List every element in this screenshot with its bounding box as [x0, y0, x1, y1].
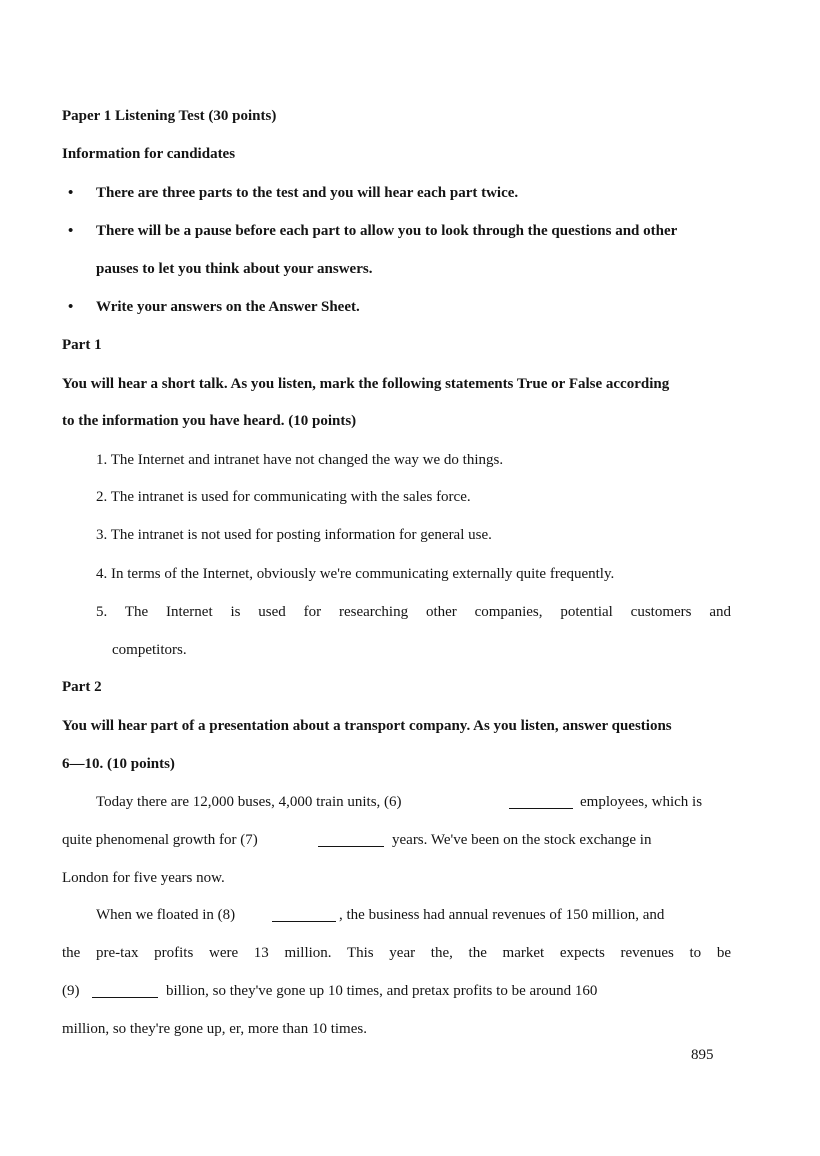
statement-4: 4. In terms of the Internet, obviously we're communicating externally quite frequently.: [96, 566, 615, 582]
bullet-item-3: Write your answers on the Answer Sheet.: [96, 299, 360, 315]
answer-blank-9: [92, 985, 158, 998]
part2-instruction-2: 6—10. (10 points): [62, 756, 175, 772]
page-number: 895: [691, 1047, 714, 1063]
passage-text: Today there are 12,000 buses, 4,000 train units, (6): [96, 794, 402, 810]
part1-instruction-2: to the information you have heard. (10 points): [62, 413, 357, 429]
passage-text: years. We've been on the stock exchange in: [392, 832, 652, 848]
part2-heading: Part 2: [62, 679, 102, 695]
part1-instruction-1: You will hear a short talk. As you listen, mark the following statements True or False according: [62, 376, 670, 392]
statement-5-cont: competitors.: [112, 642, 187, 658]
info-heading: Information for candidates: [62, 146, 236, 162]
passage-text: London for five years now.: [62, 870, 225, 886]
passage-text: (9): [62, 983, 80, 999]
statement-5: 5. The Internet is used for researching other companies, potential customers and: [96, 604, 731, 620]
statement-3: 3. The intranet is not used for posting information for general use.: [96, 527, 492, 543]
passage-text: million, so they're gone up, er, more than 10 times.: [62, 1021, 367, 1037]
passage-text: employees, which is: [580, 794, 703, 810]
answer-blank-8: [272, 909, 336, 922]
bullet-item-1: There are three parts to the test and you will hear each part twice.: [96, 185, 519, 201]
statement-2: 2. The intranet is used for communicating with the sales force.: [96, 489, 471, 505]
bullet-icon: •: [68, 299, 74, 315]
passage-text: billion, so they've gone up 10 times, and pretax profits to be around 160: [166, 983, 598, 999]
page-title: Paper 1 Listening Test (30 points): [62, 108, 277, 124]
part2-instruction-1: You will hear part of a presentation about a transport company. As you listen, answer questions: [62, 718, 672, 734]
bullet-item-2-cont: pauses to let you think about your answers.: [96, 261, 373, 277]
passage-text: , the business had annual revenues of 150 million, and: [339, 907, 665, 923]
answer-blank-6: [509, 796, 573, 809]
statement-1: 1. The Internet and intranet have not changed the way we do things.: [96, 452, 504, 468]
bullet-icon: •: [68, 223, 74, 239]
passage-text: the pre-tax profits were 13 million. This year the, the market expects revenues to be: [62, 945, 731, 961]
bullet-icon: •: [68, 185, 74, 201]
answer-blank-7: [318, 834, 384, 847]
part1-heading: Part 1: [62, 337, 102, 353]
passage-text: quite phenomenal growth for (7): [62, 832, 258, 848]
passage-text: When we floated in (8): [96, 907, 236, 923]
bullet-item-2: There will be a pause before each part to allow you to look through the questions and other: [96, 223, 678, 239]
